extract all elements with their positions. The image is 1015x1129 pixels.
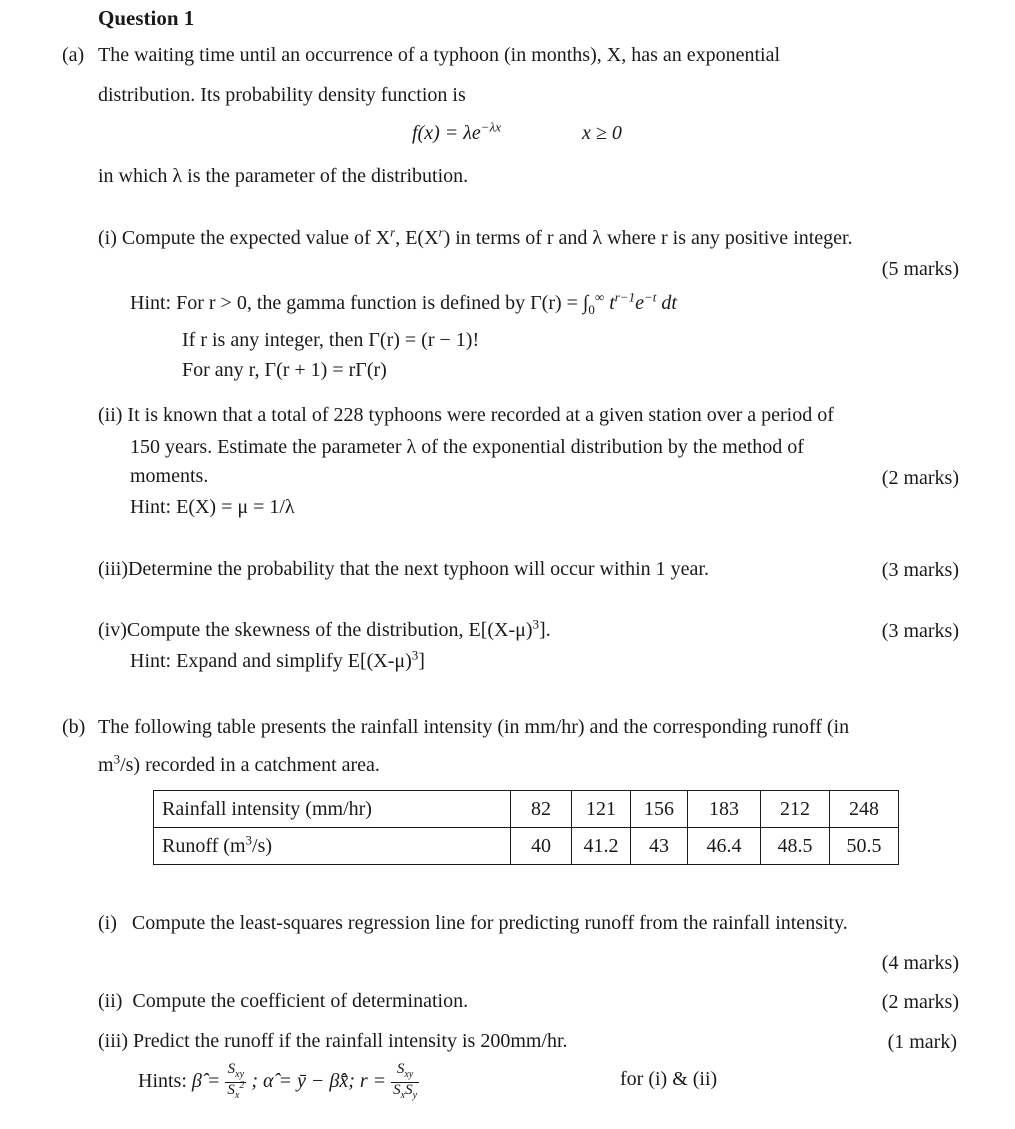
part-a-intro-line2: distribution. Its probability density function is — [98, 84, 466, 106]
runoff-cell: 41.2 — [572, 828, 631, 865]
part-b-iii-question: (iii) Predict the runoff if the rainfall intensity is 200mm/hr. — [98, 1030, 568, 1052]
table-row — [154, 791, 899, 828]
part-a-iii-question: (iii)Determine the probability that the next typhoon will occur within 1 year. — [98, 558, 709, 580]
rainfall-cell: 183 — [688, 791, 761, 828]
runoff-cell: 46.4 — [688, 828, 761, 865]
part-b-label: (b) — [62, 716, 86, 738]
part-b-i-marks: (4 marks) — [881, 952, 959, 974]
rainfall-row-label: Rainfall intensity (mm/hr) — [154, 791, 511, 828]
part-a-iv-marks: (3 marks) — [881, 620, 959, 642]
rainfall-cell: 248 — [830, 791, 899, 828]
part-b-ii-question: (ii) Compute the coefficient of determination. — [98, 990, 469, 1012]
rainfall-cell: 121 — [572, 791, 631, 828]
runoff-row-label: Runoff $(m^3/s)$ — [154, 828, 511, 865]
part-a-ii-line3: moments. — [130, 465, 209, 487]
part-a-ii-line1: (ii) It is known that a total of 228 typhoons were recorded at a given station over a period of — [98, 404, 834, 426]
gamma-hint — [130, 288, 677, 385]
r-fraction: $\frac{S_{xy}}{S_xS_y}$ — [393, 1061, 418, 1101]
part-a-i-question: (i) Compute the expected value of $X^r$, $E(X^r)$ in terms of r and λ where r is any positive integer. — [98, 224, 853, 249]
pdf-domain: x ≥ 0 — [582, 122, 622, 144]
part-a-ii-hint: Hint: E(X) = μ = 1/λ — [130, 496, 295, 518]
part-b-intro-line2: $m^3/s$) recorded in a catchment area. — [98, 751, 380, 776]
part-a-iv-hint: Hint: Expand and simplify $E[(X-\mu)^3]$ — [130, 647, 425, 672]
param-line: in which λ is the parameter of the distribution. — [98, 165, 469, 187]
runoff-cell: 48.5 — [761, 828, 830, 865]
rainfall-cell: 156 — [631, 791, 688, 828]
runoff-cell: 50.5 — [830, 828, 899, 865]
rainfall-runoff-table — [153, 790, 899, 865]
part-b-ii-marks: (2 marks) — [881, 991, 959, 1013]
hints-applies: for (i) & (ii) — [620, 1068, 718, 1090]
gamma-hint-line2: If r is any integer, then Γ(r) = (r − 1)! — [182, 329, 480, 351]
gamma-hint-line3: For any r, Γ(r + 1) = rΓ(r) — [182, 359, 387, 381]
part-a-label: (a) — [62, 44, 85, 66]
part-b-i-question: (i) Compute the least-squares regression line for predicting runoff from the rainfall intensity. — [98, 912, 848, 934]
pdf-formula: $f(x) = \lambda e^{-\lambda x}$ — [412, 119, 501, 144]
part-a-intro-line1: The waiting time until an occurrence of a typhoon (in months), X, has an exponential — [98, 44, 781, 66]
regression-hints: Hints: β̂ = $\frac{S_{xy}}{S_x^2}$ ; α̂ = ȳ − β̂x̄; r = $\frac{S_{xy}}{S_xS_y}$ — [138, 1061, 418, 1101]
part-a-iii-marks: (3 marks) — [881, 559, 959, 581]
part-b-intro-line1: The following table presents the rainfall intensity (in mm/hr) and the corresponding runoff (in — [98, 716, 850, 738]
table-row — [154, 828, 899, 865]
part-b-iii-marks: (1 mark) — [887, 1031, 957, 1053]
gamma-hint-line1: Hint: For r > 0, the gamma function is defined by $\Gamma(r) = \int_0^\infty$ $t^{r-1}e^{-t}$ dt — [130, 289, 677, 317]
question-title: Question 1 — [98, 6, 195, 30]
rainfall-cell: 212 — [761, 791, 830, 828]
rainfall-cell: 82 — [511, 791, 572, 828]
part-a-ii-marks: (2 marks) — [881, 467, 959, 489]
hints-label: Hints: — [138, 1070, 187, 1093]
part-a-i-marks: (5 marks) — [881, 258, 959, 280]
runoff-cell: 40 — [511, 828, 572, 865]
part-a-iv-question: (iv)Compute the skewness of the distribution, $E[(X-\mu)^3]$. — [98, 616, 551, 641]
beta-fraction: $\frac{S_{xy}}{S_x^2}$ — [227, 1061, 245, 1101]
runoff-cell: 43 — [631, 828, 688, 865]
part-a-ii-line2: 150 years. Estimate the parameter λ of the exponential distribution by the method of — [130, 436, 804, 458]
